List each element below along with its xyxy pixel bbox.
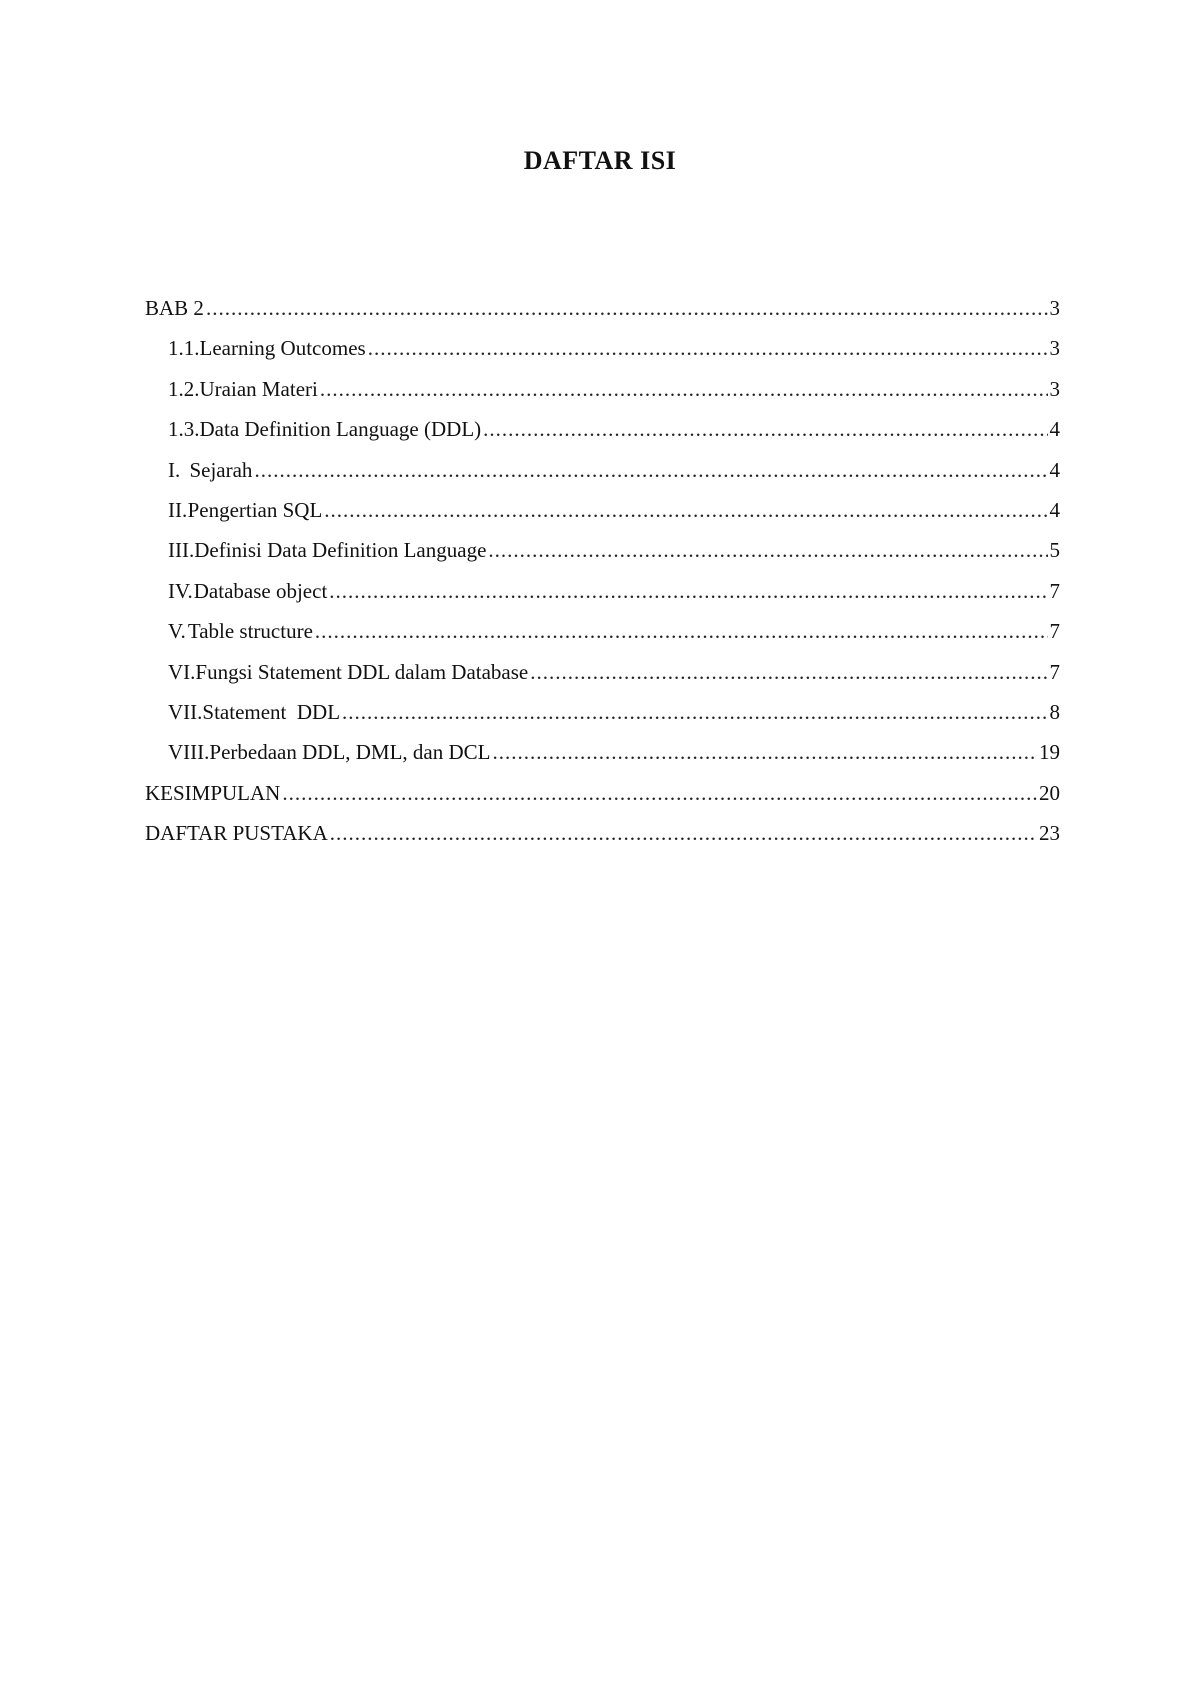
toc-entry-number: 1.1. [168, 336, 200, 361]
toc-entry-page: 20 [1039, 780, 1060, 805]
toc-entry-page: 3 [1049, 376, 1060, 401]
toc-entry-number: I. [168, 457, 181, 482]
toc-entry-page: 8 [1049, 699, 1060, 724]
table-of-contents [145, 296, 1060, 861]
toc-entry-label: Perbedaan DDL, DML, dan DCL [209, 740, 491, 765]
toc-entry-page: 7 [1049, 619, 1060, 644]
toc-entry-number: VI. [168, 659, 196, 684]
toc-entry-fungsi-statement-ddl[interactable] [145, 660, 1060, 700]
toc-entry-daftar-pustaka[interactable] [145, 821, 1060, 861]
dot-leader [483, 417, 1047, 442]
toc-entry-number: III. [168, 538, 195, 563]
toc-entry-uraian-materi[interactable] [145, 377, 1060, 417]
dot-leader [493, 740, 1037, 765]
toc-entry-bab-2[interactable] [145, 296, 1060, 336]
dot-leader [320, 377, 1048, 402]
toc-entry-label: Data Definition Language (DDL) [199, 417, 482, 442]
toc-entry-label: Table structure [187, 619, 313, 644]
toc-entry-page: 7 [1049, 578, 1060, 603]
toc-entry-page: 3 [1049, 296, 1060, 320]
dot-leader [488, 538, 1047, 563]
toc-entry-pengertian-sql[interactable] [145, 498, 1060, 538]
toc-entry-label: Sejarah [189, 457, 253, 482]
dot-leader [330, 821, 1037, 846]
toc-entry-perbedaan-ddl-dml-dcl[interactable] [145, 740, 1060, 780]
toc-entry-learning-outcomes[interactable] [145, 336, 1060, 376]
dot-leader [329, 579, 1047, 604]
toc-entry-number: VII. [168, 699, 203, 724]
toc-entry-ddl[interactable] [145, 417, 1060, 457]
toc-entry-number: II. [168, 497, 188, 522]
toc-entry-definisi-ddl[interactable] [145, 538, 1060, 578]
toc-entry-label: Pengertian SQL [187, 497, 323, 522]
toc-entry-page: 23 [1039, 821, 1060, 846]
toc-entry-number: IV. [168, 578, 193, 603]
toc-entry-label: BAB 2 [145, 296, 204, 320]
toc-entry-label: Fungsi Statement DDL dalam Database [195, 659, 529, 684]
dot-leader [342, 700, 1047, 725]
toc-entry-number: 1.2. [168, 376, 200, 401]
toc-entry-label: Definisi Data Definition Language [194, 538, 487, 563]
toc-entry-kesimpulan[interactable] [145, 781, 1060, 821]
dot-leader [282, 781, 1037, 806]
toc-entry-label: KESIMPULAN [145, 780, 281, 805]
toc-entry-database-object[interactable] [145, 579, 1060, 619]
toc-entry-label: Database object [193, 578, 328, 603]
dot-leader [368, 336, 1048, 361]
toc-entry-sejarah[interactable] [145, 458, 1060, 498]
dot-leader [530, 660, 1047, 685]
toc-entry-label: Learning Outcomes [199, 336, 366, 361]
toc-entry-number: 1.3. [168, 417, 200, 442]
toc-entry-page: 19 [1039, 740, 1060, 765]
toc-entry-page: 4 [1049, 497, 1060, 522]
dot-leader [206, 296, 1048, 321]
toc-entry-number: VIII. [168, 740, 210, 765]
toc-entry-page: 7 [1049, 659, 1060, 684]
toc-entry-label: DAFTAR PUSTAKA [145, 821, 328, 846]
toc-entry-table-structure[interactable] [145, 619, 1060, 659]
toc-entry-page: 5 [1049, 538, 1060, 563]
dot-leader [254, 458, 1047, 483]
toc-entry-statement-ddl[interactable] [145, 700, 1060, 740]
toc-entry-page: 3 [1049, 336, 1060, 361]
dot-leader [324, 498, 1047, 523]
toc-entry-label: Statement DDL [202, 699, 341, 724]
toc-entry-label: Uraian Materi [199, 376, 318, 401]
toc-entry-page: 4 [1049, 457, 1060, 482]
dot-leader [315, 619, 1048, 644]
page-title: DAFTAR ISI [523, 146, 677, 175]
toc-entry-number: V. [168, 619, 186, 644]
toc-entry-page: 4 [1049, 417, 1060, 442]
